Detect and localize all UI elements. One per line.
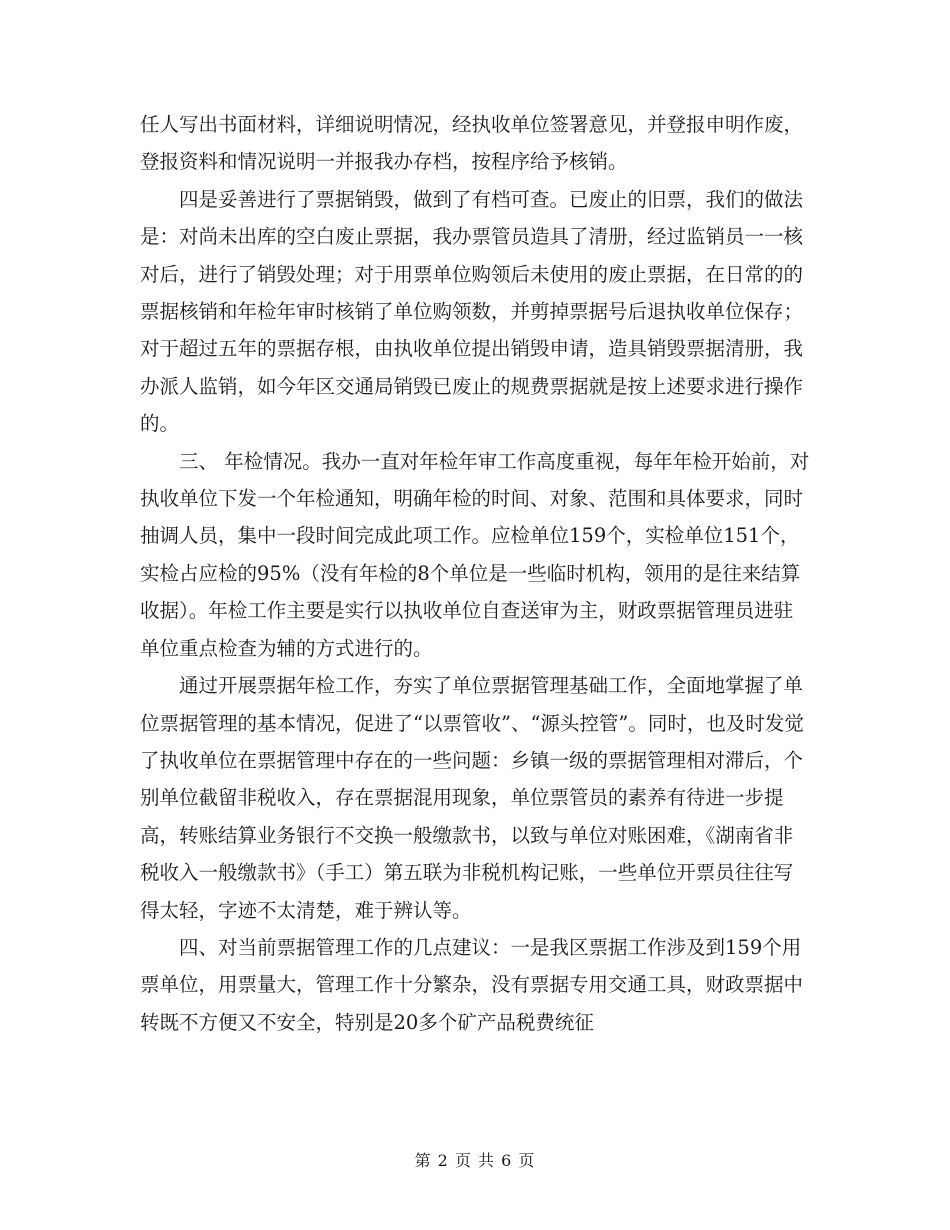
page-number-footer: 第 2 页 共 6 页 [414, 1151, 536, 1170]
paragraph-3: 三、 年检情况。我办一直对年检年审工作高度重视，每年年检开始前，对执收单位下发一个年检通知，明确年检的时间、对象、范围和具体要求，同时抽调人员，集中一段时间完成此项工作。应检单位159个，实检单位151个，实检占应检的95%（没有年检的8个单位是一些临时机构，领用的是往来结算收据）。年检工作主要是实行以执收单位自查送审为主，财政票据管理员进驻单位重点检查为辅的方式进行的。 [140, 449, 810, 660]
paragraph-2: 四是妥善进行了票据销毁，做到了有档可查。已废止的旧票，我们的做法是：对尚未出库的空白废止票据，我办票管员造具了清册，经过监销员一一核对后，进行了销毁处理；对于用票单位购领后未使用的废止票据，在日常的的票据核销和年检年审时核销了单位购领数，并剪掉票据号后退执收单位保存；对于超过五年的票据存根，由执收单位提出销毁申请，造具销毁票据清册，我办派人监销，如今年区交通局销毁已废止的规费票据就是按上述要求进行操作的。 [140, 187, 804, 436]
paragraph-4: 通过开展票据年检工作，夯实了单位票据管理基础工作，全面地掌握了单位票据管理的基本情况，促进了“以票管收”、“源头控管”。同时，也及时发觉了执收单位在票据管理中存在的一些问题：乡镇一级的票据管理相对滞后，个别单位截留非税收入，存在票据混用现象，单位票管员的素养有待进一步提高，转账结算业务银行不交换一般缴款书，以致与单位对账困难，《湖南省非税收入一般缴款书》（手工）第五联为非税机构记账，一些单位开票员往往写得太轻，字迹不太清楚，难于辨认等。 [140, 674, 804, 922]
paragraph-5: 四、对当前票据管理工作的几点建议：一是我区票据工作涉及到159个用票单位，用票量大，管理工作十分繁杂，没有票据专用交通工具，财政票据中转既不方便又不安全，特别是20多个矿产品税费统征 [140, 935, 804, 1034]
paragraph-1: 任人写出书面材料，详细说明情况，经执收单位签署意见，并登报申明作废，登报资料和情况说明一并报我办存档，按程序给予核销。 [140, 113, 804, 174]
document-body [140, 106, 810, 1041]
